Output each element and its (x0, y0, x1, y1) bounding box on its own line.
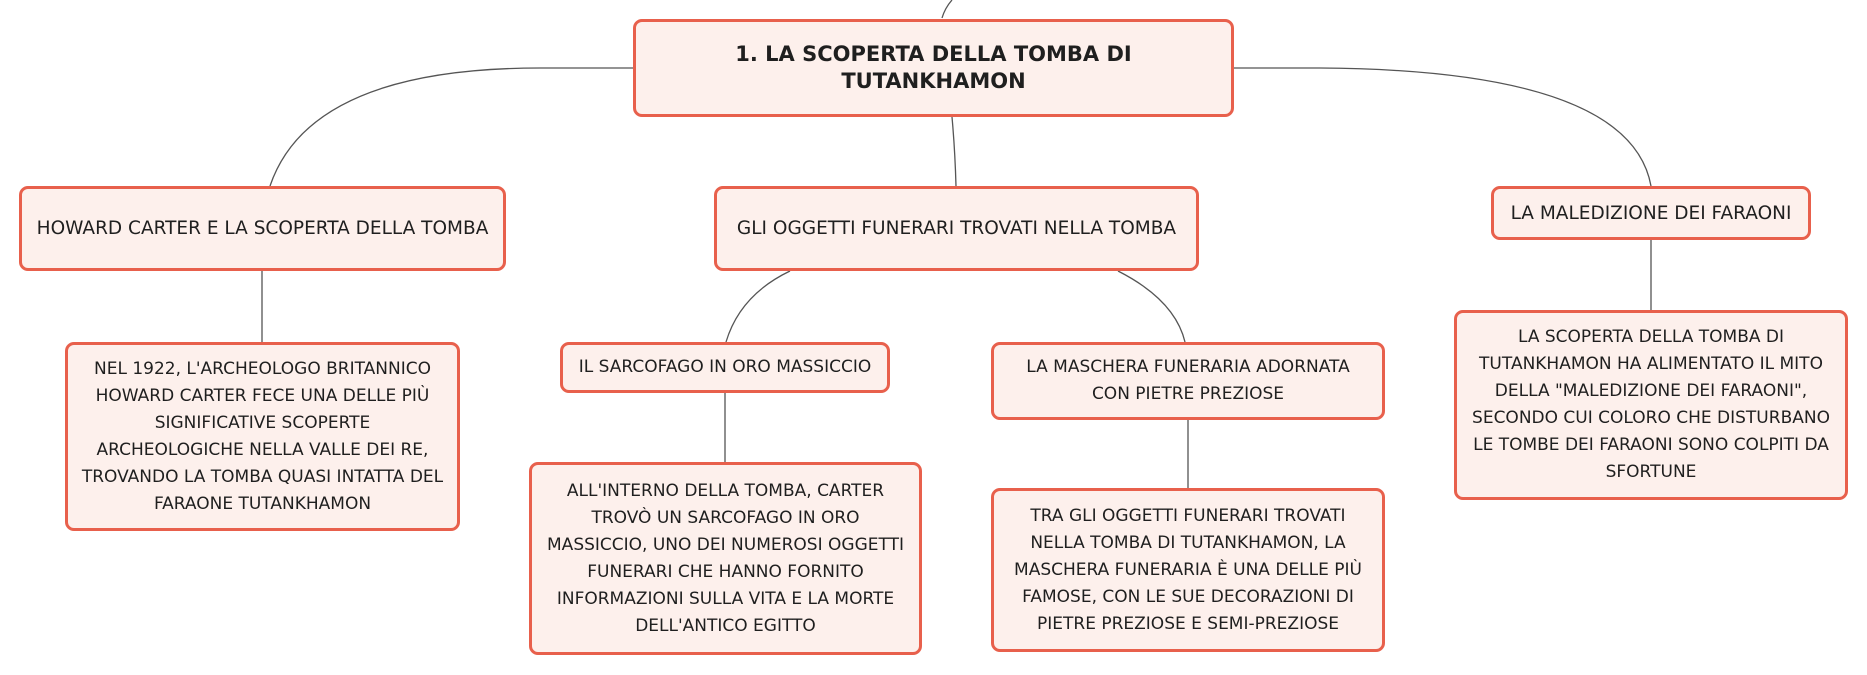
detail-maschera[interactable] (991, 488, 1385, 652)
topic-howard-carter[interactable] (19, 186, 506, 271)
topic-oggetti-funerari-label: GLI OGGETTI FUNERARI TROVATI NELLA TOMBA (736, 218, 1177, 239)
topic-oggetti-funerari[interactable] (714, 186, 1199, 271)
subtopic-maschera[interactable] (991, 342, 1385, 420)
detail-maledizione[interactable] (1454, 310, 1848, 500)
detail-howard-carter[interactable] (65, 342, 460, 531)
connector-center-maschera (1118, 271, 1185, 342)
detail-howard-carter-text: NEL 1922, L'ARCHEOLOGO BRITANNICO HOWARD CARTER FECE UNA DELLE PIÙ SIGNIFICATIVE SCOPERTE ARCHEOLOGICHE NELLA VALLE DEI RE, TROVANDO LA TOMBA QUASI INTATTA DEL FARAONE TUTANKHAMON (81, 358, 444, 514)
connector-root-right (1234, 68, 1651, 186)
topic-maledizione-label: LA MALEDIZIONE DEI FARAONI (1510, 202, 1792, 224)
root-topic[interactable] (633, 19, 1234, 117)
connector-root-center (952, 117, 956, 186)
detail-maschera-text: TRA GLI OGGETTI FUNERARI TROVATI NELLA TOMBA DI TUTANKHAMON, LA MASCHERA FUNERARIA È UNA DELLE PIÙ FAMOSE, CON LE SUE DECORAZIONI DI PIETRE PREZIOSE E SEMI-PREZIOSE (1014, 505, 1362, 634)
subtopic-sarcofago-label: IL SARCOFAGO IN ORO MASSICCIO (578, 357, 872, 377)
subtopic-sarcofago[interactable] (560, 342, 890, 393)
root-topic-label: 1. LA SCOPERTA DELLA TOMBA DI TUTANKHAMON (735, 42, 1132, 93)
detail-sarcofago[interactable] (529, 462, 922, 655)
connector-center-sarcofago (726, 271, 790, 342)
connector-parent-stub (942, 0, 952, 18)
connector-root-left (270, 68, 634, 186)
detail-maledizione-text: LA SCOPERTA DELLA TOMBA DI TUTANKHAMON HA ALIMENTATO IL MITO DELLA "MALEDIZIONE DEI FARAONI", SECONDO CUI COLORO CHE DISTURBANO LE TOMBE DEI FARAONI SONO COLPITI DA SFORTUNE (1472, 327, 1830, 482)
topic-maledizione[interactable] (1491, 186, 1811, 240)
detail-sarcofago-text: ALL'INTERNO DELLA TOMBA, CARTER TROVÒ UN SARCOFAGO IN ORO MASSICCIO, UNO DEI NUMEROSI OGGETTI FUNERARI CHE HANNO FORNITO INFORMAZIONI SULLA VITA E LA MORTE DELL'ANTICO EGITTO (547, 480, 904, 636)
topic-howard-carter-label: HOWARD CARTER E LA SCOPERTA DELLA TOMBA (36, 218, 489, 239)
subtopic-maschera-label: LA MASCHERA FUNERARIA ADORNATA CON PIETRE PREZIOSE (1026, 357, 1350, 404)
